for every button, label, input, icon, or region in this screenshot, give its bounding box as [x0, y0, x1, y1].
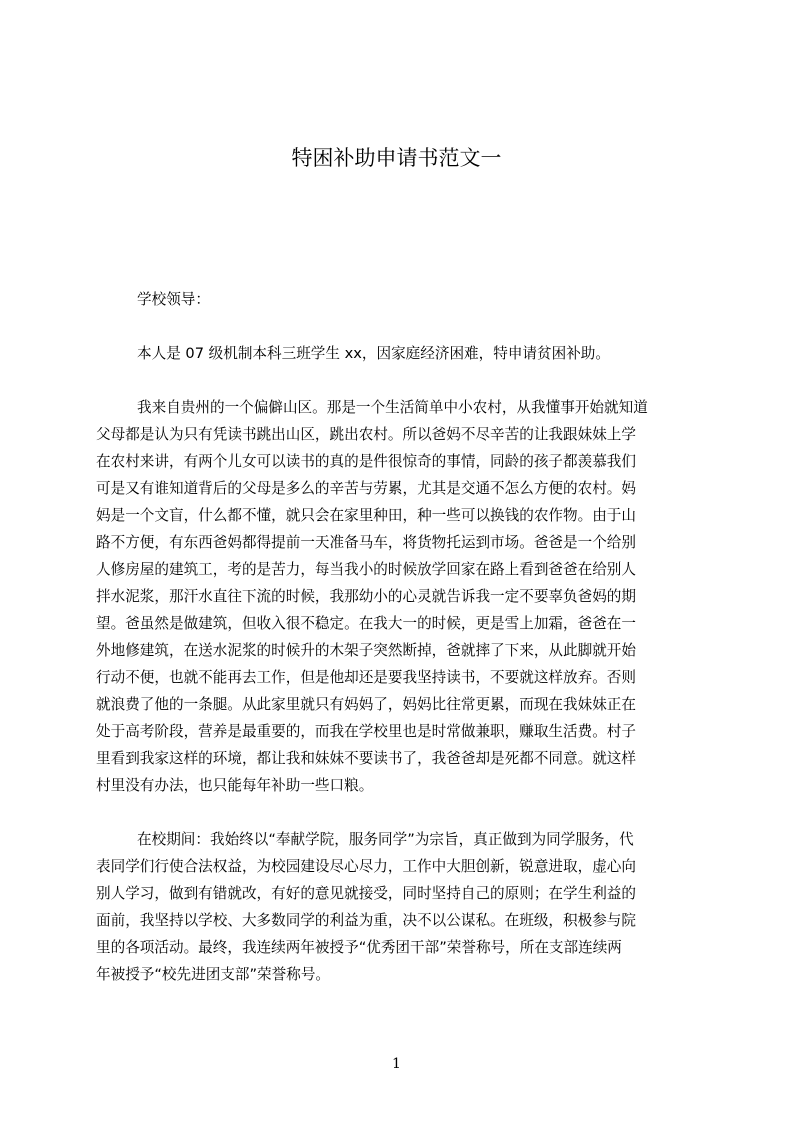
- paragraph-line: 在校期间：我始终以“奉献学院，服务同学”为宗旨，真正做到为同学服务，代: [137, 831, 634, 848]
- paragraph-line: 行动不便，也就不能再去工作，但是他却还是要我坚持读书，不要就这样放弃。否则: [96, 669, 636, 686]
- page-number: 1: [392, 1056, 401, 1072]
- paragraph-line: 别人学习，做到有错就改，有好的意见就接受，同时坚持自己的原则；在学生利益的: [96, 885, 636, 902]
- intro-paragraph: 本人是 07 级机制本科三班学生 xx，因家庭经济困难，特申请贫困补助。: [137, 345, 610, 362]
- paragraph-line: 我来自贵州的一个偏僻山区。那是一个生活简单中小农村，从我懂事开始就知道: [137, 399, 648, 416]
- paragraph-line: 处于高考阶段，营养是最重要的，而我在学校里也是时常做兼职，赚取生活费。村子: [96, 723, 636, 740]
- paragraph-line: 年被授予“校先进团支部”荣誉称号。: [96, 966, 331, 983]
- salutation: 学校领导：: [137, 291, 210, 308]
- paragraph-line: 在农村来讲，有两个儿女可以读书的真的是件很惊奇的事情，同龄的孩子都羡慕我们: [96, 453, 636, 470]
- paragraph-line: 父母都是认为只有凭读书跳出山区，跳出农村。所以爸妈不尽辛苦的让我跟妹妹上学: [96, 426, 636, 443]
- paragraph-line: 路不方便，有东西爸妈都得提前一天准备马车，将货物托运到市场。爸爸是一个给别: [96, 534, 636, 551]
- paragraph-line: 面前，我坚持以学校、大多数同学的利益为重，决不以公谋私。在班级，积极参与院: [96, 912, 636, 929]
- paragraph-line: 妈是一个文盲，什么都不懂，就只会在家里种田，种一些可以换钱的农作物。由于山: [96, 507, 636, 524]
- paragraph-line: 可是又有谁知道背后的父母是多么的辛苦与劳累，尤其是交通不怎么方便的农村。妈: [96, 480, 636, 497]
- paragraph-line: 外地修建筑，在送水泥浆的时候升的木架子突然断掉，爸就摔了下来，从此脚就开始: [96, 642, 636, 659]
- paragraph-line: 人修房屋的建筑工，考的是苦力，每当我小的时候放学回家在路上看到爸爸在给别人: [96, 561, 636, 578]
- paragraph-line: 拌水泥浆，那汗水直往下流的时候，我那幼小的心灵就告诉我一定不要辜负爸妈的期: [96, 588, 636, 605]
- paragraph-line: 就浪费了他的一条腿。从此家里就只有妈妈了，妈妈比往常更累，而现在我妹妹正在: [96, 696, 636, 713]
- paragraph-line: 里的各项活动。最终，我连续两年被授予“优秀团干部”荣誉称号，所在支部连续两: [96, 939, 622, 956]
- paragraph-line: 表同学们行使合法权益，为校园建设尽心尽力，工作中大胆创新，锐意进取，虚心向: [96, 858, 636, 875]
- paragraph-line: 望。爸虽然是做建筑，但收入很不稳定。在我大一的时候，更是雪上加霜，爸爸在一: [96, 615, 636, 632]
- document-title: 特困补助申请书范文一: [291, 146, 502, 170]
- paragraph-line: 里看到我家这样的环境，都让我和妹妹不要读书了，我爸爸却是死都不同意。就这样: [96, 750, 636, 767]
- paragraph-line: 村里没有办法，也只能每年补助一些口粮。: [96, 777, 374, 794]
